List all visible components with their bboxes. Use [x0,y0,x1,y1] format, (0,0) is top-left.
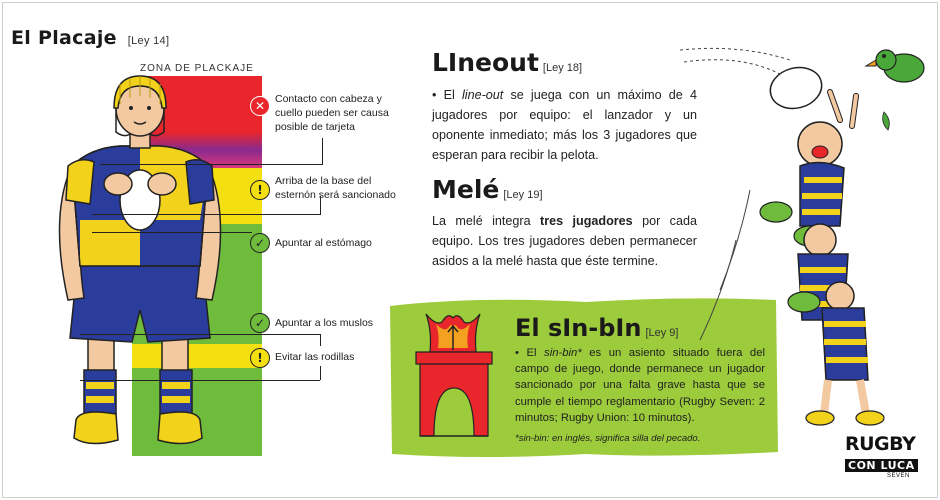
bird-icon [866,50,924,82]
placaje-note: Arriba de la base del esternón será sancionado [275,175,396,201]
mele-text [432,211,697,271]
mele-text-post: por cada equipo. Los tres jugadores deben permanecer asidos a la melé hasta que éste termine. [432,214,697,268]
guide-line [80,334,320,335]
guide-line [322,138,323,165]
placaje-title: El Placaje [11,27,117,49]
placaje-note: Contacto con cabeza y cuello pueden ser causa posible de tarjeta [275,93,389,133]
guide-line [92,232,252,233]
lineout-text-italic: line-out [461,88,504,102]
lineout-text-post: se juega con un máximo de 4 jugadores por equipo: el lanzador y un oponente inmediato; más los 3 jugadores que esperan para recibir la pelota. [432,88,697,162]
lineout-ley: [Ley 18] [542,62,583,74]
lineout-text-pre: El [443,88,462,102]
placaje-note: Apuntar a los muslos [275,317,374,329]
guide-line [92,214,320,215]
guide-line [320,334,321,346]
lineout-text [432,85,697,165]
sinbin-text-post: es un asiento situado fuera del campo de juego, donde permanece un jugador sancionado por una falta grave hasta que se cumple el tiempo reglamentario (Rugby Seven: 2 minutos; Rugby Union: 10 minutos). [515,347,765,424]
sinbin-text-pre: El [526,347,545,359]
guide-line [320,366,321,380]
rugby-con-luca-logo [845,435,927,479]
sinbin-ley: [Ley 9] [645,327,679,339]
sinbin-text-italic: sin-bin* [544,347,582,359]
placaje-note: Apuntar al estómago [275,237,372,249]
guide-line [100,164,322,165]
warning-icon: ! [250,348,270,368]
guide-line [80,380,320,381]
lineout-illustration [680,40,930,430]
mele-heading [432,175,543,204]
placaje-note: Evitar las rodillas [275,351,355,363]
sinbin-footnote: *sin-bin: en inglés, significa silla del pecado. [515,433,701,444]
lineout-title: LIneout [432,48,539,77]
logo-line1: RUGBY [845,433,916,455]
x-icon: ✕ [250,96,270,116]
placaje-heading [11,27,169,49]
warning-icon: ! [250,180,270,200]
bullet: • [515,347,519,359]
sinbin-title: El sIn-bIn [515,314,642,342]
check-icon: ✓ [250,233,270,253]
zone-label: ZONA DE PLACKAJE [140,63,254,74]
logo-line3: SEVEN [887,473,910,479]
mele-ley: [Ley 19] [503,189,543,201]
mele-title: Melé [432,175,500,204]
mele-text-pre: La melé integra [432,214,540,228]
check-icon: ✓ [250,313,270,333]
rugby-player-illustration [50,70,230,460]
lineout-heading [432,48,582,77]
bullet: • [432,88,437,102]
placaje-ley: [Ley 14] [127,35,170,47]
sinbin-heading [515,314,678,342]
logo-line2: CON LUCA [845,459,918,472]
mele-text-bold: tres jugadores [540,214,633,228]
